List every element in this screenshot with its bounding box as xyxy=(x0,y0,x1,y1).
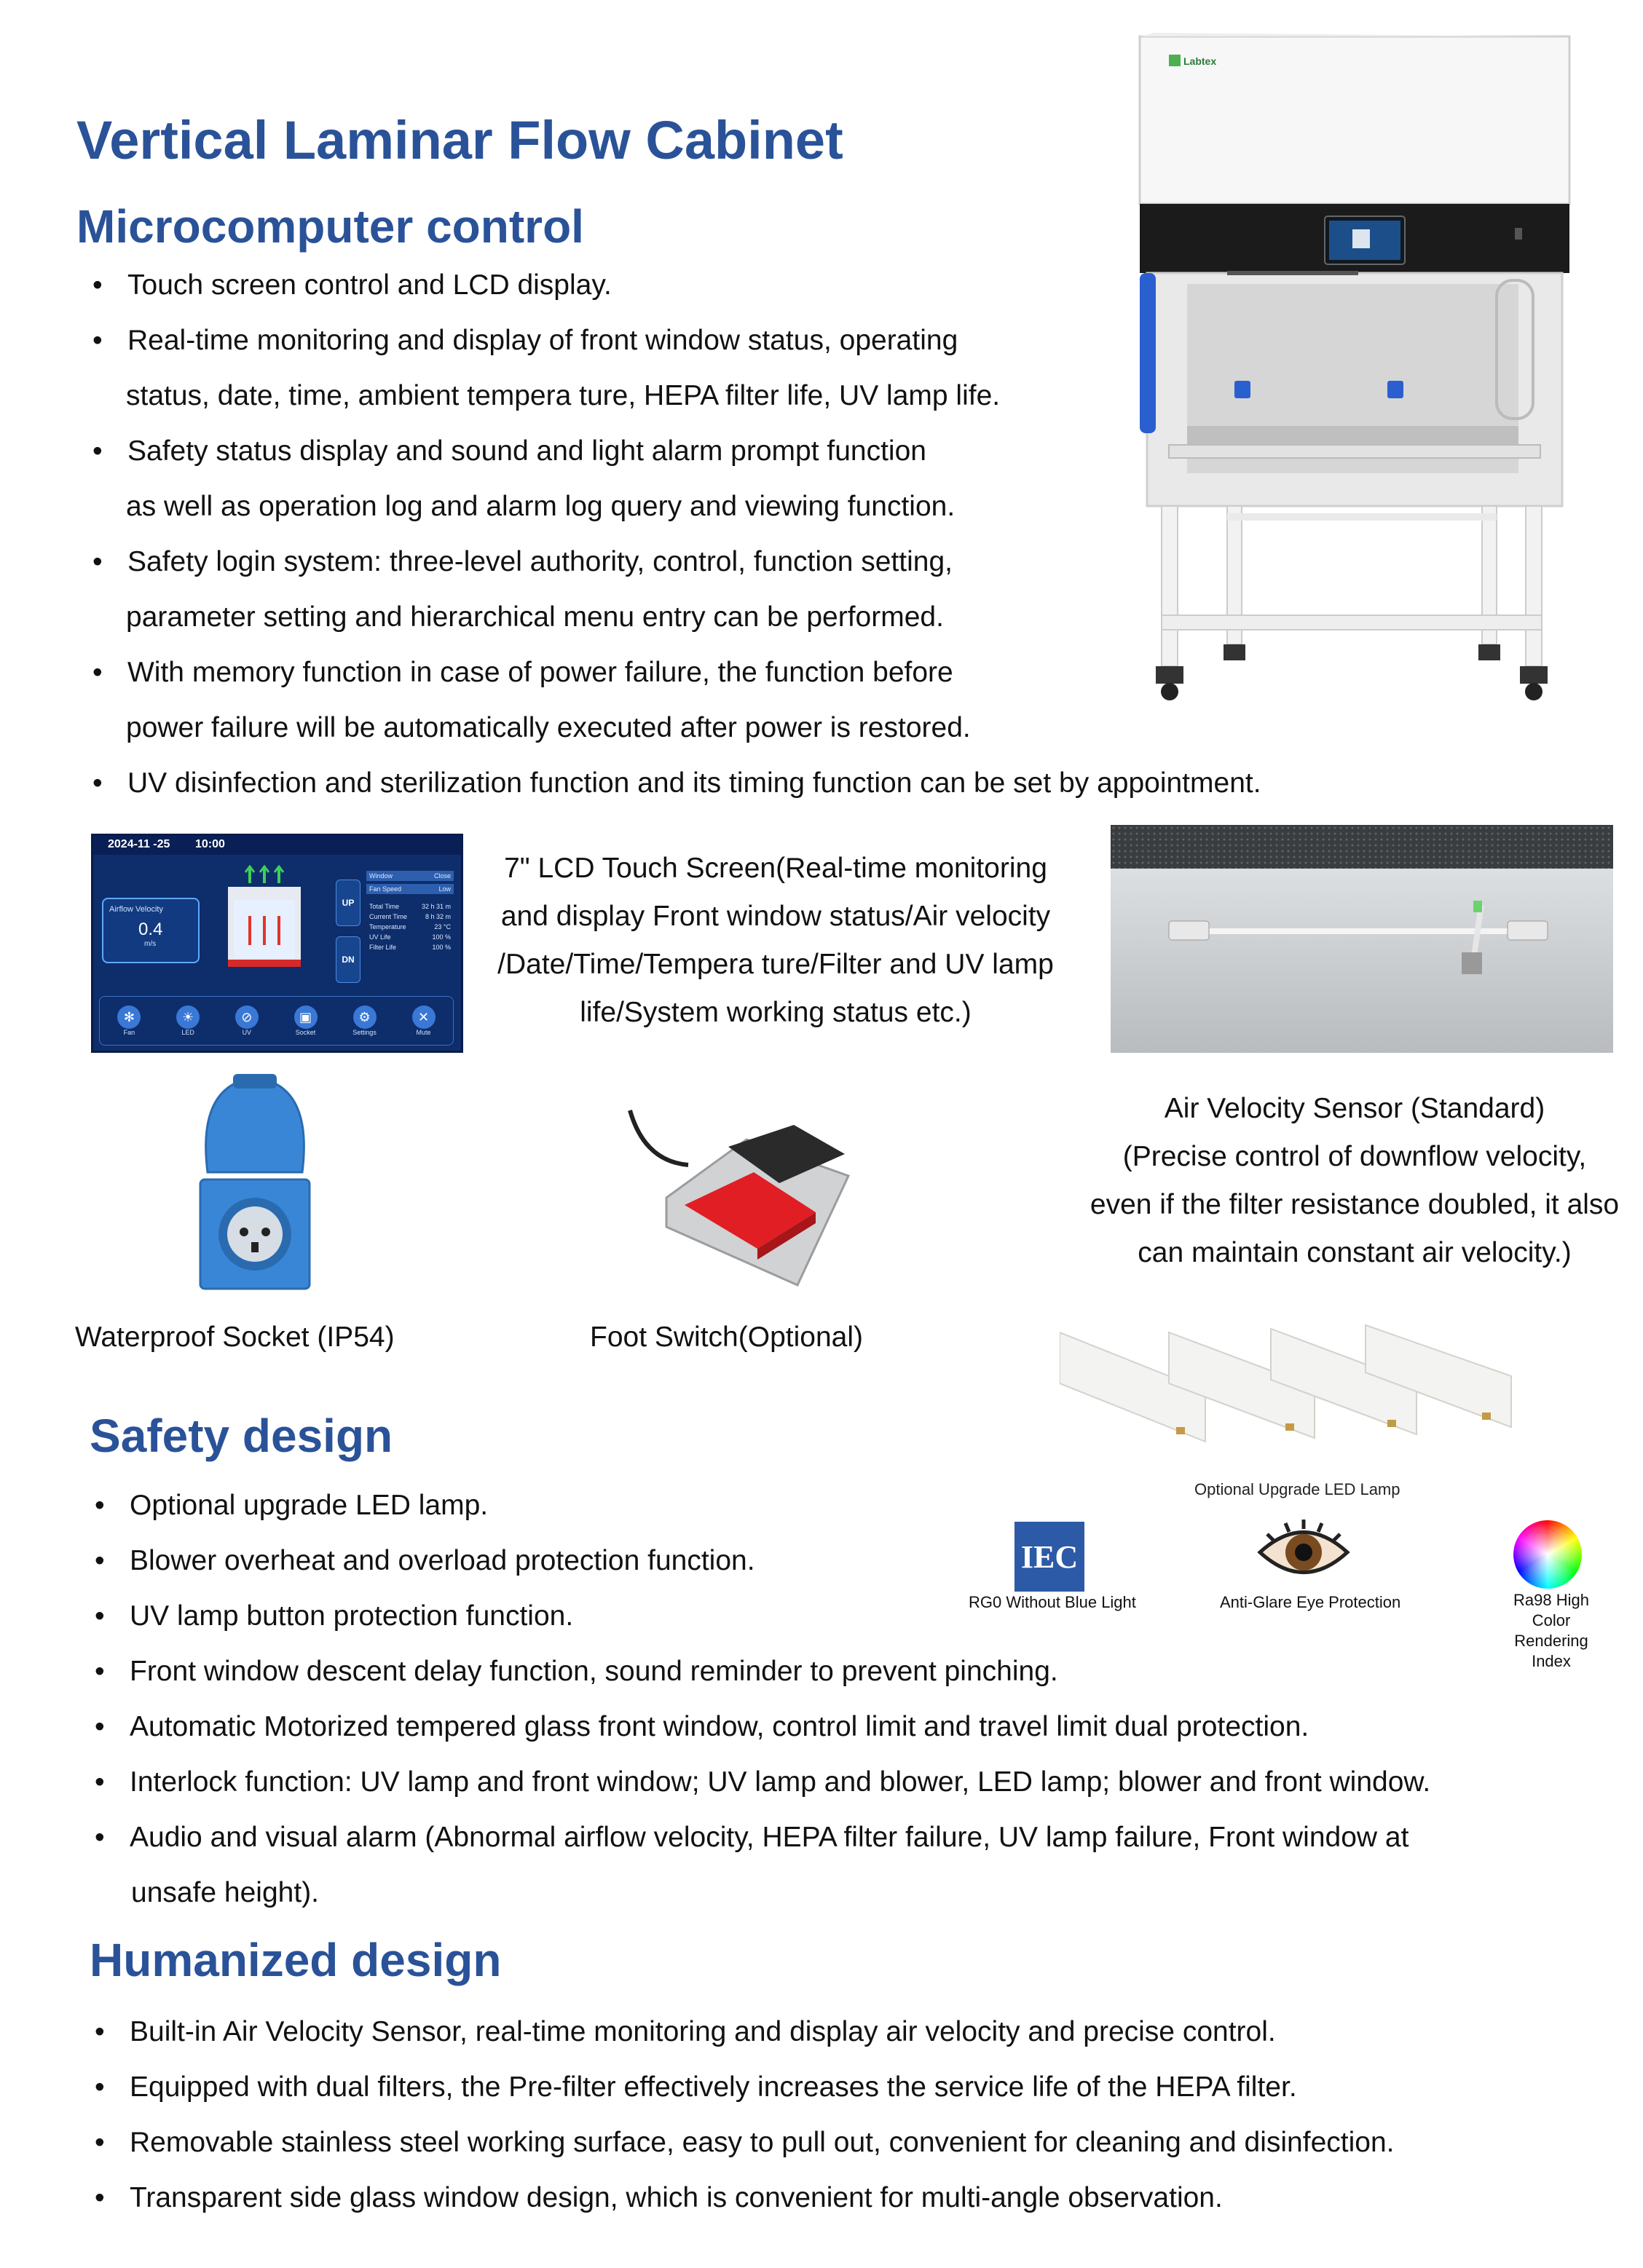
led-icon[interactable]: ☀ LED xyxy=(176,1005,200,1036)
down-button[interactable]: DN xyxy=(336,936,360,983)
lcd-row: Current Time 8 h 32 m xyxy=(369,913,451,920)
foot-switch-caption: Foot Switch(Optional) xyxy=(590,1321,863,1353)
sensor-caption: Air Velocity Sensor (Standard) (Precise control of downflow velocity, even if the filter resistance doubled, it also can maintain constant air velocity.) xyxy=(1090,1093,1620,1268)
lcd-caption: 7" LCD Touch Screen(Real-time monitoring and display Front window status/Air velocity /Date/Time/Tempera ture/Filter and UV lamp life/System working status etc.) xyxy=(497,853,1054,1028)
humanized-heading: Humanized design xyxy=(90,1934,502,1986)
air-velocity-sensor-image xyxy=(1111,825,1613,1053)
airflow-value: 0.4 xyxy=(138,920,163,939)
safety-list xyxy=(79,1478,1623,1921)
safety-item-cont: unsafe height). xyxy=(131,1877,320,1908)
micro-item: • Real-time monitoring and display of front window status, operating xyxy=(92,325,958,356)
airflow-label: Airflow Velocity xyxy=(109,905,163,914)
settings-icon[interactable]: ⚙ Settings xyxy=(352,1005,377,1036)
safety-item: • Blower overheat and overload protection function. xyxy=(95,1545,755,1576)
safety-heading: Safety design xyxy=(90,1410,393,1462)
micro-item-cont: as well as operation log and alarm log query and viewing function. xyxy=(126,491,956,522)
cabinet-image xyxy=(1118,33,1577,732)
humanized-item: • Equipped with dual filters, the Pre-filter effectively increases the service life of the HEPA filter. xyxy=(95,2071,1297,2103)
lcd-status-panel xyxy=(366,871,454,995)
badge-anti-glare: Anti-Glare Eye Protection xyxy=(1220,1593,1401,1611)
waterproof-socket-image xyxy=(193,1070,317,1296)
safety-item: • UV lamp button protection function. xyxy=(95,1600,574,1632)
micro-item-cont: parameter setting and hierarchical menu entry can be performed. xyxy=(126,601,944,633)
lcd-row: Total Time 32 h 31 m xyxy=(369,903,451,910)
badge-rg0: RG0 Without Blue Light xyxy=(969,1593,1136,1611)
fan-icon[interactable]: ✻ Fan xyxy=(117,1005,141,1036)
lcd-date: 2024-11 -25 xyxy=(108,838,170,850)
micro-item: • Touch screen control and LCD display. xyxy=(92,269,612,301)
fan-status: Fan Speed Low xyxy=(366,884,454,894)
micro-item: • UV disinfection and sterilization function and its timing function can be set by appointment. xyxy=(92,767,1261,799)
foot-switch-image xyxy=(623,1096,856,1292)
lcd-row: Temperature 23 °C xyxy=(369,923,451,930)
lcd-row: UV Life 100 % xyxy=(369,933,451,941)
up-button[interactable]: UP xyxy=(336,880,360,926)
socket-icon[interactable]: ▣ Socket xyxy=(294,1005,318,1036)
safety-item: • Front window descent delay function, sound reminder to prevent pinching. xyxy=(95,1656,1058,1687)
lcd-screen-image xyxy=(91,834,463,1053)
badge-ra98: Ra98 High Color Rendering Index xyxy=(1513,1591,1589,1670)
uv-icon[interactable]: ⊘ UV xyxy=(235,1005,259,1036)
page-title: Vertical Laminar Flow Cabinet xyxy=(76,110,843,170)
led-caption: Optional Upgrade LED Lamp xyxy=(1194,1480,1400,1498)
humanized-item: • Removable stainless steel working surface, easy to pull out, convenient for cleaning and disinfection. xyxy=(95,2127,1395,2158)
mute-icon[interactable]: ✕ Mute xyxy=(412,1005,436,1036)
window-status: Window Close xyxy=(366,871,454,881)
socket-caption: Waterproof Socket (IP54) xyxy=(75,1321,395,1353)
safety-item: • Optional upgrade LED lamp. xyxy=(95,1490,489,1521)
humanized-item: • Built-in Air Velocity Sensor, real-time monitoring and display air velocity and precise control. xyxy=(95,2016,1276,2047)
lcd-topbar xyxy=(93,836,461,855)
lcd-row: Filter Life 100 % xyxy=(369,944,451,951)
micro-item: • With memory function in case of power failure, the function before xyxy=(92,657,953,688)
cabinet-diagram-icon xyxy=(221,865,308,974)
micro-item-cont: status, date, time, ambient tempera ture, HEPA filter life, UV lamp life. xyxy=(126,380,1001,411)
brand-logo: Labtex xyxy=(1183,55,1217,67)
lcd-time: 10:00 xyxy=(195,838,225,850)
micro-item: • Safety status display and sound and light alarm prompt function xyxy=(92,435,926,467)
lcd-icon-bar xyxy=(99,996,454,1046)
micro-item: • Safety login system: three-level authority, control, function setting, xyxy=(92,546,953,577)
airflow-unit: m/s xyxy=(144,940,157,948)
micro-item-cont: power failure will be automatically executed after power is restored. xyxy=(126,712,971,743)
microcomputer-heading: Microcomputer control xyxy=(76,200,584,253)
humanized-item: • Transparent side glass window design, which is convenient for multi-angle observation. xyxy=(95,2182,1223,2213)
led-lamp-image xyxy=(1060,1318,1526,1467)
up-down-controls xyxy=(336,880,360,989)
safety-item: • Audio and visual alarm (Abnormal airflow velocity, HEPA filter failure, UV lamp failure, Front window at xyxy=(95,1822,1409,1853)
airflow-panel xyxy=(102,898,200,963)
iec-logo: IEC xyxy=(1014,1522,1084,1592)
humanized-list xyxy=(79,2004,1623,2226)
safety-item: • Automatic Motorized tempered glass front window, control limit and travel limit dual protection. xyxy=(95,1711,1309,1742)
safety-item: • Interlock function: UV lamp and front window; UV lamp and blower, LED lamp; blower and front window. xyxy=(95,1766,1431,1798)
